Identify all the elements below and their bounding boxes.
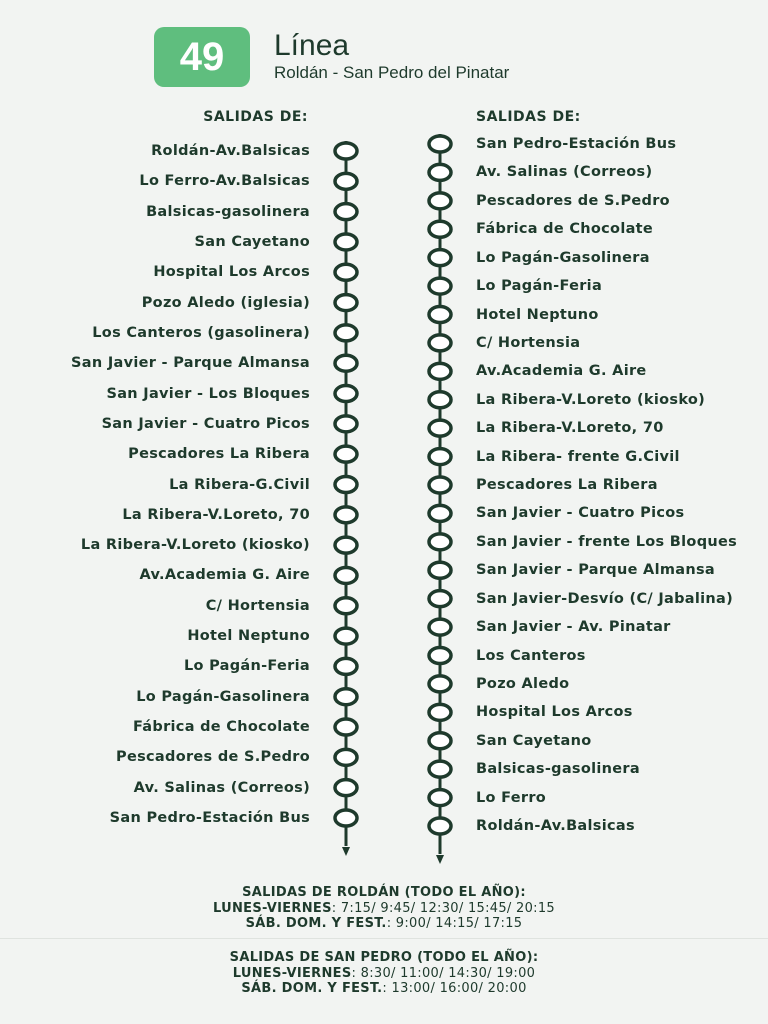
line-title: Línea bbox=[274, 29, 350, 62]
left-stop-marker bbox=[335, 537, 357, 553]
right-stop-label: Lo Pagán-Feria bbox=[476, 278, 603, 295]
right-stop-marker bbox=[429, 534, 451, 550]
weekday-times: : 8:30/ 11:00/ 14:30/ 19:00 bbox=[351, 965, 536, 981]
right-stop-marker bbox=[429, 505, 451, 521]
right-stop-label: San Javier - Parque Almansa bbox=[476, 562, 715, 579]
left-stop-label: San Javier - Los Bloques bbox=[106, 385, 310, 402]
weekend-label: SÁB. DOM. Y FEST. bbox=[241, 981, 383, 996]
line-number-badge: 49 bbox=[154, 27, 250, 87]
weekday-label: LUNES-VIERNES bbox=[212, 900, 332, 916]
right-stop-marker bbox=[429, 307, 451, 323]
left-stop-label: La Ribera-V.Loreto, 70 bbox=[122, 506, 310, 523]
left-stop-marker bbox=[335, 355, 357, 371]
schedule-san-pedro-weekend bbox=[0, 981, 768, 997]
left-stop-label: Pozo Aledo (iglesia) bbox=[141, 294, 310, 311]
right-route-arrow-icon bbox=[436, 855, 444, 864]
right-stop-label: San Javier - Cuatro Picos bbox=[476, 505, 685, 522]
left-stop-label: Los Canteros (gasolinera) bbox=[92, 324, 310, 341]
left-stop-marker bbox=[335, 234, 357, 250]
left-stop-marker bbox=[335, 416, 357, 432]
right-stop-label: San Javier-Desvío (C/ Jabalina) bbox=[476, 590, 734, 607]
left-stop-marker bbox=[335, 143, 357, 159]
right-stop-marker bbox=[429, 363, 451, 379]
right-stop-marker bbox=[429, 221, 451, 237]
schedule-roldan-title: SALIDAS DE ROLDÁN (TODO EL AÑO): bbox=[242, 885, 526, 900]
left-stop-label: Lo Pagán-Gasolinera bbox=[136, 688, 310, 705]
right-stop-marker bbox=[429, 164, 451, 180]
left-stop-marker bbox=[335, 567, 357, 583]
left-stop-marker bbox=[335, 658, 357, 674]
left-stop-marker bbox=[335, 628, 357, 644]
left-stop-marker bbox=[335, 386, 357, 402]
left-stop-marker bbox=[335, 810, 357, 826]
left-stop-marker bbox=[335, 598, 357, 614]
right-stop-label: San Javier - frente Los Bloques bbox=[476, 533, 738, 550]
schedule-san-pedro-title: SALIDAS DE SAN PEDRO (TODO EL AÑO): bbox=[229, 950, 539, 965]
right-stop-marker bbox=[429, 193, 451, 209]
right-stop-label: Hospital Los Arcos bbox=[476, 704, 633, 721]
left-stop-label: San Pedro-Estación Bus bbox=[109, 810, 310, 826]
right-stop-label: La Ribera- frente G.Civil bbox=[476, 448, 680, 465]
left-stop-label: Fábrica de Chocolate bbox=[132, 719, 310, 736]
right-stop-label: San Cayetano bbox=[476, 732, 592, 749]
schedule-san-pedro bbox=[0, 950, 768, 997]
right-stop-marker bbox=[429, 250, 451, 266]
right-stop-label: Balsicas-gasolinera bbox=[476, 761, 640, 778]
schedule-san-pedro-weekday bbox=[0, 966, 768, 982]
left-stop-label: Lo Pagán-Feria bbox=[183, 658, 310, 675]
left-stop-marker bbox=[335, 173, 357, 189]
right-stop-marker bbox=[429, 420, 451, 436]
right-stop-marker bbox=[429, 392, 451, 408]
schedule-roldan-weekday bbox=[0, 901, 768, 917]
left-stop-marker bbox=[335, 295, 357, 311]
left-stop-label: Av. Salinas (Correos) bbox=[133, 779, 310, 796]
weekend-label: SÁB. DOM. Y FEST. bbox=[245, 916, 387, 931]
right-stop-label: Av.Academia G. Aire bbox=[476, 363, 647, 380]
left-stop-label: Hotel Neptuno bbox=[187, 628, 310, 645]
left-stop-label: Lo Ferro-Av.Balsicas bbox=[139, 173, 310, 190]
schedule-roldan bbox=[0, 885, 768, 932]
right-stop-marker bbox=[429, 733, 451, 749]
weekend-times: : 13:00/ 16:00/ 20:00 bbox=[382, 981, 527, 996]
left-stop-label: Roldán-Av.Balsicas bbox=[151, 143, 310, 159]
right-stop-label: Lo Ferro bbox=[476, 789, 547, 806]
right-stop-label: C/ Hortensia bbox=[476, 334, 581, 351]
left-stop-label: San Javier - Parque Almansa bbox=[71, 355, 310, 372]
left-stop-label: Hospital Los Arcos bbox=[153, 264, 310, 281]
right-stop-marker bbox=[429, 477, 451, 493]
right-stop-label: Los Canteros bbox=[476, 647, 586, 664]
left-stop-marker bbox=[335, 507, 357, 523]
right-stop-marker bbox=[429, 278, 451, 294]
left-stop-marker bbox=[335, 325, 357, 341]
right-stop-label: La Ribera-V.Loreto, 70 bbox=[476, 420, 664, 437]
right-stop-marker bbox=[429, 676, 451, 692]
right-stop-marker bbox=[429, 562, 451, 578]
right-stop-label: Pescadores de S.Pedro bbox=[476, 192, 670, 209]
left-stop-marker bbox=[335, 446, 357, 462]
right-stop-label: Av. Salinas (Correos) bbox=[476, 164, 653, 181]
right-stop-label: Lo Pagán-Gasolinera bbox=[476, 249, 650, 266]
right-column-header: SALIDAS DE: bbox=[476, 109, 581, 125]
right-stop-marker bbox=[429, 648, 451, 664]
left-stop-label: La Ribera-V.Loreto (kiosko) bbox=[80, 537, 310, 554]
right-stop-label: La Ribera-V.Loreto (kiosko) bbox=[476, 391, 706, 408]
right-stop-label: Pozo Aledo bbox=[476, 675, 570, 692]
right-stop-marker bbox=[429, 335, 451, 351]
left-stop-marker bbox=[335, 477, 357, 493]
right-stop-marker bbox=[429, 790, 451, 806]
left-stop-label: Av.Academia G. Aire bbox=[139, 567, 310, 584]
left-stop-label: Pescadores de S.Pedro bbox=[116, 749, 310, 766]
left-stop-label: San Javier - Cuatro Picos bbox=[101, 415, 310, 432]
right-stop-label: San Javier - Av. Pinatar bbox=[476, 619, 671, 636]
left-stop-marker bbox=[335, 264, 357, 280]
schedule-divider bbox=[0, 938, 768, 939]
schedule-roldan-weekend bbox=[0, 916, 768, 932]
left-stop-label: C/ Hortensia bbox=[205, 597, 310, 614]
weekday-label: LUNES-VIERNES bbox=[232, 965, 352, 981]
weekday-times: : 7:15/ 9:45/ 12:30/ 15:45/ 20:15 bbox=[331, 900, 555, 916]
left-column-header: SALIDAS DE: bbox=[203, 109, 308, 125]
right-stop-label: Hotel Neptuno bbox=[476, 306, 599, 323]
left-stop-label: La Ribera-G.Civil bbox=[169, 476, 310, 493]
right-stop-label: San Pedro-Estación Bus bbox=[476, 136, 677, 152]
line-route: Roldán - San Pedro del Pinatar bbox=[274, 63, 510, 82]
left-stop-marker bbox=[335, 204, 357, 220]
left-stop-marker bbox=[335, 719, 357, 735]
weekend-times: : 9:00/ 14:15/ 17:15 bbox=[386, 916, 523, 931]
right-stop-marker bbox=[429, 136, 451, 152]
left-stop-label: Pescadores La Ribera bbox=[128, 446, 310, 463]
right-stop-label: Fábrica de Chocolate bbox=[476, 221, 654, 238]
right-stop-marker bbox=[429, 704, 451, 720]
left-stop-label: San Cayetano bbox=[194, 233, 310, 250]
left-stop-marker bbox=[335, 749, 357, 765]
right-stop-label: Pescadores La Ribera bbox=[476, 477, 658, 493]
right-stop-marker bbox=[429, 761, 451, 777]
right-stop-marker bbox=[429, 449, 451, 465]
right-stop-marker bbox=[429, 591, 451, 607]
left-stop-label: Balsicas-gasolinera bbox=[146, 203, 310, 220]
left-stop-marker bbox=[335, 780, 357, 796]
right-stop-marker bbox=[429, 818, 451, 834]
right-stop-marker bbox=[429, 619, 451, 635]
left-stop-marker bbox=[335, 689, 357, 705]
right-stop-label: Roldán-Av.Balsicas bbox=[476, 818, 635, 834]
left-route-arrow-icon bbox=[342, 847, 350, 856]
